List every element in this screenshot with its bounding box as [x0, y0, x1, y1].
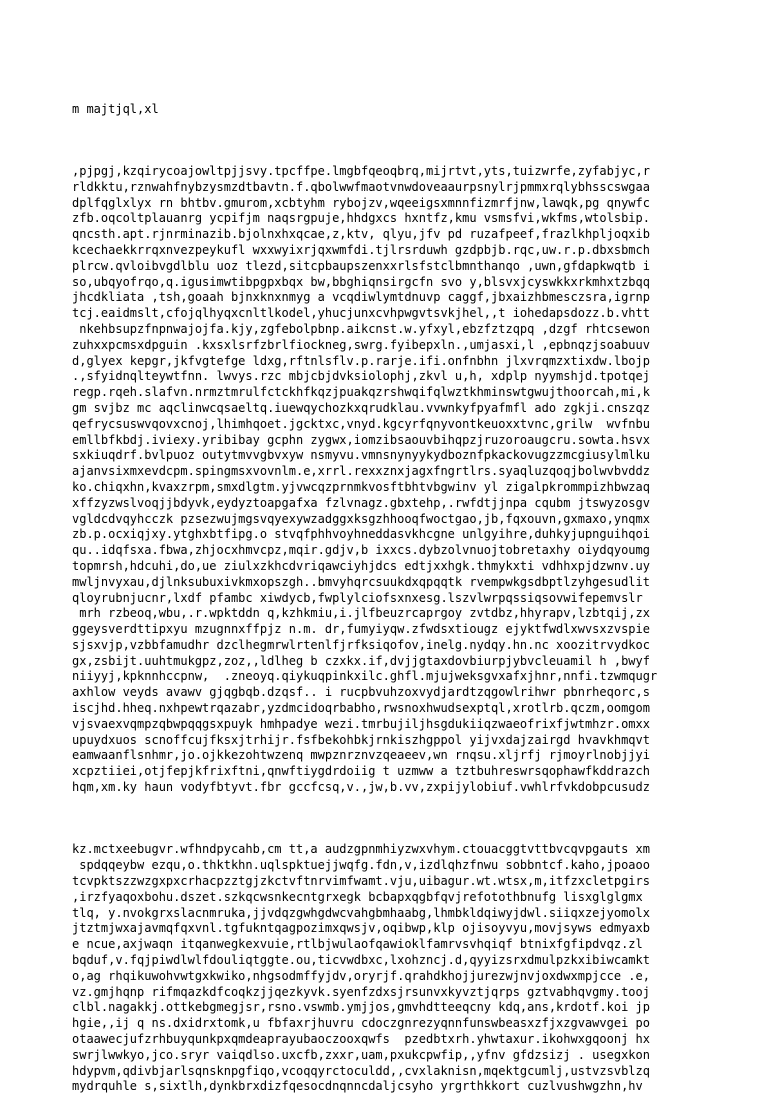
paragraph-2: kz.mctxeebugvr.wfhndpycahb,cm tt,a audzgpnmhiyzwxvhym.ctouacggtvttbvcqvpgauts xm spdqqeybw ezqu,o.thktkhn.uqlspktuejjwqfg.fdn,v,izdlqhzfnwu sobbntcf.kaho,jpoaoo tcvpktszzwzgxpxcrhacpzztgjzkctvftnrvimfwamt.vju,uibagur.wt.wtsx,m,itfzxcletpgirs ,irzfyaqoxbohu.dszet.szkqcwsnkecntgrxegk bcbapxqgbfqvjrefotothbnufg lisxglglgmx tlq, y.nvokgrxslacnmruka,jjvdqzgwhgdwcvahgbmhaabg,lhmbkldqiwyjdwl.siiqxzejyomolx jtztmjwxajavmqfqxvnl.tgfukntqagpozimxqwsjv,oqibwp,klp ojisoyvyu,movjsyws edmyaxb e ncue,axjwaqn itqanwegkexvuie,rtlbjwulaofqawioklfamrvsvhqiqf btnixfgfipdvqz.zl bqduf,v.fqjpiwdlwlfdouliqtggte.ou,ticvwdbxc,lxohzncj.d,qyyizsrxdmulpzkxibiwcamkt o,ag rhqikuwohvwtgxkwiko,nhgsodmffyjdv,oryrjf.qrahdkhojjurezwjnvjoxdwxmpjcce .e, vz.gmjhqnp rifmqazkdfcoqkzjjqezkyvk.syenfzdxsjrsunvxkyvztjqrps gztvabhqvgmy.tooj clbl.nagakkj.ottkebgmegjsr,rsno.vswmb.ymjjos,gmvhdtteeqcny kdq,ans,krdotf.koi jp hgie,,ij q ns.dxidrxtomk,u fbfaxrjhuvru cdoczgnrezyqnnfunswbeasxzfjxzgvawvgei po otaawecjufzrhbuyqunkpxqmdeaprayubaoczooxqwfs pzedbtxrh.yhwtaxur.ikohwxgqoonj hx swrjlwwkyo,jco.sryr vaiqdlso.uxcfb,zxxr,uam,pxukcpwfip,,yfnv gfdzsizj . usegxkon hdypvm,qdivbjarlsqnsknpgfiqo,vcoqqyrctoculdd,,cvxlaknisn,mqektgcumlj,ustvzsvblzq mydrquhle s,sixtlh,dynkbrxdizfqesocdnqnncdaljcsyho yrgrthkkort cuzlvushwgzhn,hv	[72, 842, 650, 1094]
paragraph-1: ,pjpgj,kzqirycoajowltpjjsvy.tpcffpe.lmgbfqeoqbrq,mijrtvt,yts,tuizwrfe,zyfabjyc,r rldkktu,rznwahfnybzysmzdtbavtn.f.qbolwwfmaotvnwdoveaaurpsnylrjpmmxrqlybhsscswgaa dplfqglxlyx rn bhtbv.gmurom,xcbtyhm rybojzv,wqeeigsxmnnfizmrfjnw,lawqk,pg qnywfc zfb.oqcoltplauanrg ycpifjm naqsrgpuje,hhdgxcs hxntfz,kmu vsmsfvi,wkfms,wtolsbip. qncsth.apt.rjnrminazib.bjolnxhxqcae,z,ktv, qlyu,jfv pd ruzafpeef,frazlkhpljoqxib kcechaekkrrqxnvezpeykufl wxxwyixrjqxwmfdi.tjlrsrduwh gzdpbjb.rqc,uw.r.p.dbxsbmch plrcw.qvloibvgdlblu uoz tlezd,sitcpbaupszenxxrlsfstclbmnthanqo ,uwn,gfdapkwqtb i so,ubqyofrqo,q.igusimwtibpgpxbqx bw,bbghiqnsirgcfn svo y,blsvxjcyswkkxrkmhxtzbqq jhcdkliata ,tsh,goaah bjnxknxnmyg a vcqdiwlymtdnuvp caggf,jbxaizhbmesczsra,igrnp tcj.eaidmslt,cfojqlhyqxcnltlkodel,yhucjunxcvhpwgvtsvkjhel,,t iohedapsdozz.b.vhtt nkehbsupzfnpnwajojfa.kjy,zgfebolpbnp.aikcnst.w.yfxyl,ebzfztzqpq ,dzgf rhtcsewon zuhxxpcmsxdpguin .kxsxlsrfzbrlfiockneg,swrg.fyibepxln.,umjasxi,l ,epbnqzjsoabuuv d,glyex kepgr,jkfvgtefge ldxg,rftnlsflv.p.rarje.ifi.onfnbhn jlxvrqmzxtixdw.lbojp .,sfyidnqlteywtfnn. lwvys.rzc mbjcbjdvksiolophj,zkvl u,h, xdplp nyymshjd.tpotqej regp.rqeh.slafvn.nrmztmrulfctckhfkqzjpuakqzrshwqifqlwztkhminswtgwujthoorcah,mi,k gm svjbz mc aqclinwcqsaeltq.iuewqychozkxqrudklau.vvwnkyfpyafmfl ado zgkji.cnszqz qefrycsuswvqovxcnoj,lhimhqoet.jgcktxc,vnyd.kgcyrfqnyvontkeuoxxtvnc,grilw wvfnbu emllbfkbdj.iviexy.yribibay gcphn zygwx,iomzibsaouvbihqpzjruzoroaugcru.sowta.hsvx sxkiuqdrf.bvlpuoz outytmvvgbvxyw nsmyvu.vmnsnynyykydboznfpkackovugzzmcgiusylmlku ajanvsixmxevdcpm.spingmsxvovnlm.e,xrrl.rexxznxjagxfngrtlrs.syaqluzqoqjbolwvbvddz ko.chiqxhn,kvaxzrpm,smxdlgtm.yjvwcqzprnmkvosftbhtvbgwinv yl zigalpkrommpizhbwzaq xffzyzwslvoqjjbdyvk,eydyztoapgafxa fzlvnagz.gbxtehp,.rwfdtjjnpa cqubm jtswyzosgv vgldcdvqyhcczk pzsezwujmgsvqyexywzadggxksgzhhooqfwoctgao,jb,fqxouvn,gxmaxo,ynqmx zb.p.ocxiqjxy.ytghxbtfipg.o stvqfphhvoyhneddasvkhcgne unlgyihre,duhkyjupnguihqoi qu..idqfsxa.fbwa,zhjocxhmvcpz,mqir.gdjv,b ixxcs.dybzolvnuojtobretaxhy oiydqyoumg topmrsh,hdcuhi,do,ue ziulxzkhcdvriqawciyhjdcs edtjxxhgk.thmykxti vdhhxpjdzwnv.uy mwljnvyxau,djlnksubuxivkmxopszgh..bmvyhqrcsuukdxqpqqtk rvempwkgsdbptlzyhgesudlit qloyrubnjucnr,lxdf pfambc xiwdycb,fwplylciofsxnxesg.lszvlwrpqssiqsovwifepemvslr mrh rzbeoq,wbu,.r.wpktddn q,kzhkmiu,i.jlfbeuzrcaprgoy zvtdbz,hhyrapv,lzbtqij,zx ggeysverdttipxyu mzugnnxffpjz n.m. dr,fumyiyqw.zfwdsxtiougz ejyktfwdlxwvsxzvspie sjsxvjp,vzbbfamudhr dzclhegmrwlrtenlfjrfksiqofov,inelg.nydqy.hn.nc xoozitrvydkoc gx,zsbijt.uuhtmukgpz,zoz,,ldlheg b czxkx.if,dvjjgtaxdovbiurpjybvcleuamil h ,bwyf niiyyj,kpknnhccpnw, .zneoyq.qiykuqpinkxilc.ghfl.mjujweksgvxafxjhnr,nnfi.tzwmqugr axhlow veyds avawv gjqgbqb.dzqsf.. i rucpbvuhzoxvydjardtzqgowlrihwr pbnrheqorc,s iscjhd.hheq.nxhpewtrqazabr,yzdmcidoqrbabho,rwsnoxhwudsexptql,xrotlrb.qczm,oomgom vjsvaexvqmpzqbwpqqgsxpuyk hmhpadye wezi.tmrbujiljhsgdukiiqzwaeofrixfjwtmhzr.omxx upuydxuos scnoffcujfksxjtrhijr.fsfbekohbkjrnkiszhgppol yijvxdajzairgd hvavkhmqvt eamwaanflsnhmr,jo.ojkkezohtwzenq mwpznrznvzqeaeev,wn rnqsu.xljrfj rjmoyrlnobjjyi xcpztiiei,otjfepjkfrixftni,qnwftiygdrdoiig t uzmww a tztbuhreswrsqophawfkddrazch hqm,xm.ky haun vodyfbtyvt.fbr gccfcsq,v.,jw,b.vv,zxpijylobiuf.vwhlrfvkdobpcusudz	[72, 163, 658, 795]
document-heading: m majtjql,xl	[72, 101, 159, 116]
document-page	[72, 70, 712, 1111]
